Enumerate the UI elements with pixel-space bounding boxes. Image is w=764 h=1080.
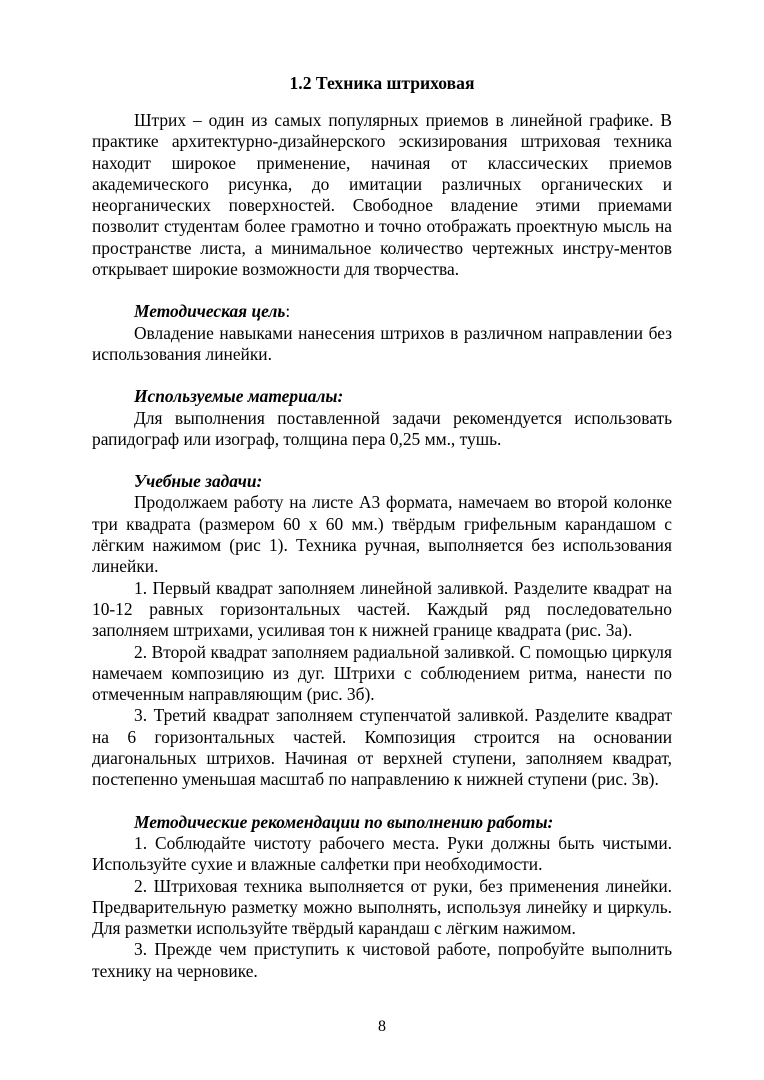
task-item: 3. Третий квадрат заполняем ступенчатой заливкой. Разделите квадрат на 6 горизонтальных частей. Композиция строится на основании диагональных штрихов. Начиная от верхней ступени, заполняем квадрат, постепенно уменьшая масштаб по направлению к нижней ступени (рис. 3в). [92, 705, 672, 790]
document-body [92, 110, 672, 982]
goal-heading-text: Методическая цель [134, 301, 286, 322]
recommendation-item: 1. Соблюдайте чистоту рабочего места. Руки должны быть чистыми. Используйте сухие и влажные салфетки при необходимости. [92, 832, 672, 875]
goal-heading [92, 301, 672, 322]
tasks-heading: Учебные задачи: [134, 471, 263, 492]
goal-heading-colon: : [285, 301, 291, 322]
materials-paragraph: Для выполнения поставленной задачи рекомендуется использовать рапидограф или изограф, толщина пера 0,25 мм., тушь. [92, 407, 672, 449]
task-item: 2. Второй квадрат заполняем радиальной заливкой. С помощью циркуля намечаем композицию из дуг. Штрихи с соблюдением ритма, нанести по отмеченным направляющим (рис. 3б). [92, 641, 672, 705]
page-number: 8 [378, 1018, 386, 1035]
recommendations-heading: Методические рекомендации по выполнению работы: [134, 811, 554, 832]
recommendation-item: 3. Прежде чем приступить к чистовой работе, попробуйте выполнить технику на черновике. [92, 939, 672, 981]
recommendation-item: 2. Штриховая техника выполняется от руки, без применения линейки. Предварительную разметку можно выполнять, используя линейку и циркуль. Для разметки используйте твёрдый карандаш с лёгким нажимом. [92, 875, 672, 939]
task-item: 1. Первый квадрат заполняем линейной заливкой. Разделите квадрат на 10-12 равных горизонтальных частей. Каждый ряд последовательно заполняем штрихами, усиливая тон к нижней границе квадрата (рис. 3а). [92, 577, 672, 641]
tasks-intro-paragraph: Продолжаем работу на листе А3 формата, намечаем во второй колонке три квадрата (размером 60 х 60 мм.) твёрдым грифельным карандашом с лёгким нажимом (рис 1). Техника ручная, выполняется без использования линейки. [92, 492, 672, 577]
goal-paragraph: Овладение навыками нанесения штрихов в различном направлении без использования линейки. [92, 322, 672, 364]
intro-paragraph: Штрих – один из самых популярных приемов в линейной графике. В практике архитектурно-дизайнерского эскизирования штриховая техника находит широкое применение, начиная от классических приемов академического рисунка, до имитации различных органических и неорганических поверхностей. Свободное владение этими приемами позволит студентам более грамотно и точно отображать проектную мысль на пространстве листа, а минимальное количество чертежных инстру-ментов открывает широкие возможности для творчества. [92, 110, 672, 280]
section-title: 1.2 Техника штриховая [289, 73, 475, 93]
materials-heading: Используемые материалы: [134, 386, 344, 407]
